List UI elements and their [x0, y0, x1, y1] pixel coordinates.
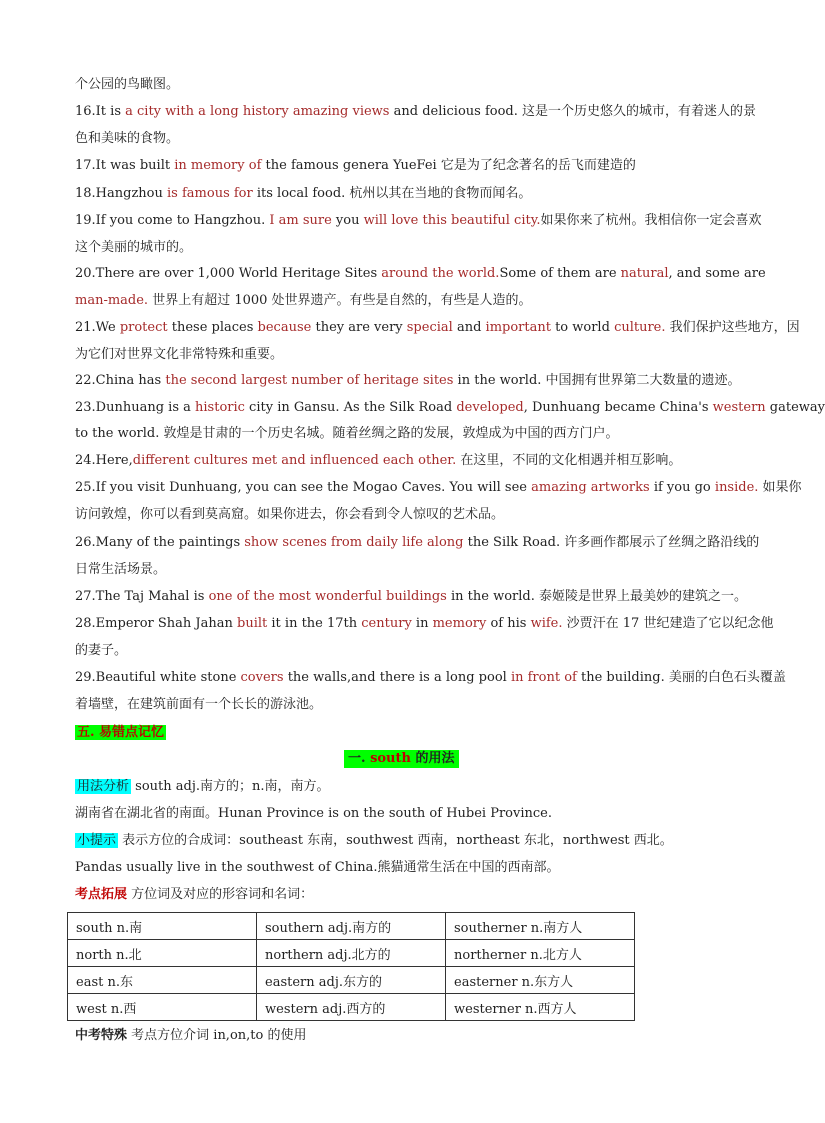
usage-analysis: 用法分析 south adj.南方的；n.南，南方。: [77, 779, 330, 794]
subsection-title: 一. south 的用法: [344, 750, 459, 768]
table-row: [68, 940, 635, 967]
section-heading: 五. 易错点记忆: [77, 725, 165, 740]
sentence-21: 21.We protect these places because they are very special and important to world culture. 我们保护这些地方，因: [75, 320, 800, 335]
sentence-20: 20.There are over 1,000 World Heritage Sites around the world.Some of them are natural, and some are: [75, 266, 766, 281]
example-1: 湖南省在湖北省的南面。Hunan Province is on the south of Hubei Province.: [75, 806, 552, 821]
special-line: 中考特殊 考点方位介词 in,on,to 的使用: [75, 1028, 307, 1043]
table-cell: western adj.西方的: [257, 994, 446, 1021]
table-cell: east n.东: [68, 967, 257, 994]
table-cell: west n.西: [68, 994, 257, 1021]
sentence-23: 23.Dunhuang is a historic city in Gansu. As the Silk Road developed, Dunhuang became China's western gateway: [75, 400, 825, 415]
sentence-17: 17.It was built in memory of the famous genera YueFei 它是为了纪念著名的岳飞而建造的: [75, 158, 636, 173]
sentence-27: 27.The Taj Mahal is one of the most wonderful buildings in the world. 泰姬陵是世界上最美妙的建筑之一。: [75, 589, 747, 604]
sentence-24: 24.Here,different cultures met and influenced each other. 在这里，不同的文化相遇并相互影响。: [75, 453, 682, 468]
sentence-19-cont: 这个美丽的城市的。: [75, 240, 193, 255]
table-cell: easterner n.东方人: [446, 967, 635, 994]
direction-words-table: [67, 912, 635, 1021]
table-cell: northerner n.北方人: [446, 940, 635, 967]
sentence-29: 29.Beautiful white stone covers the walls,and there is a long pool in front of the building. 美丽的白色石头覆盖: [75, 670, 786, 685]
sentence-28-cont: 的妻子。: [75, 643, 128, 658]
sentence-25-cont: 访问敦煌，你可以看到莫高窟。如果你进去，你会看到令人惊叹的艺术品。: [75, 507, 505, 522]
sentence-22: 22.China has the second largest number of heritage sites in the world. 中国拥有世界第二大数量的遗迹。: [75, 373, 741, 388]
sentence-16-cont: 色和美味的食物。: [75, 131, 180, 146]
table-row: [68, 994, 635, 1021]
table-cell: southern adj.南方的: [257, 913, 446, 940]
table-cell: westerner n.西方人: [446, 994, 635, 1021]
sentence-23-cont: to the world. 敦煌是甘肃的一个历史名城。随着丝绸之路的发展，敦煌成为中国的西方门户。: [75, 426, 619, 441]
text-line: 个公园的鸟瞰图。: [75, 77, 180, 92]
table-cell: eastern adj.东方的: [257, 967, 446, 994]
table-cell: north n.北: [68, 940, 257, 967]
tip-line: 小提示 表示方位的合成词：southeast 东南，southwest 西南，northeast 东北，northwest 西北。: [77, 833, 673, 848]
sentence-21-cont: 为它们对世界文化非常特殊和重要。: [75, 347, 284, 362]
table-row: [68, 967, 635, 994]
extension-line: 考点拓展 方位词及对应的形容词和名词：: [75, 887, 314, 902]
sentence-19: 19.If you come to Hangzhou. I am sure you will love this beautiful city.如果你来了杭州。我相信你一定会喜欢: [75, 213, 762, 228]
sentence-28: 28.Emperor Shah Jahan built it in the 17th century in memory of his wife. 沙贾汗在 17 世纪建造了它以纪念他: [75, 616, 774, 631]
table-cell: south n.南: [68, 913, 257, 940]
table-cell: southerner n.南方人: [446, 913, 635, 940]
usage-label: 用法分析: [77, 779, 130, 794]
sentence-25: 25.If you visit Dunhuang, you can see the Mogao Caves. You will see amazing artworks if you go inside. 如果你: [75, 480, 802, 495]
sentence-18: 18.Hangzhou is famous for its local food. 杭州以其在当地的食物而闻名。: [75, 186, 532, 201]
sentence-26-cont: 日常生活场景。: [75, 562, 167, 577]
sentence-20-cont: man-made. 世界上有超过 1000 处世界遗产。有些是自然的，有些是人造的。: [75, 293, 532, 308]
example-2: Pandas usually live in the southwest of China.熊猫通常生活在中国的西南部。: [75, 860, 560, 875]
table-cell: northern adj.北方的: [257, 940, 446, 967]
sentence-16: 16.It is a city with a long history amazing views and delicious food. 这是一个历史悠久的城市，有着迷人的景: [75, 104, 757, 119]
table-row: [68, 913, 635, 940]
tip-label: 小提示: [77, 833, 117, 848]
sentence-26: 26.Many of the paintings show scenes from daily life along the Silk Road. 许多画作都展示了丝绸之路沿线的: [75, 535, 760, 550]
sentence-29-cont: 着墙壁，在建筑前面有一个长长的游泳池。: [75, 697, 323, 712]
